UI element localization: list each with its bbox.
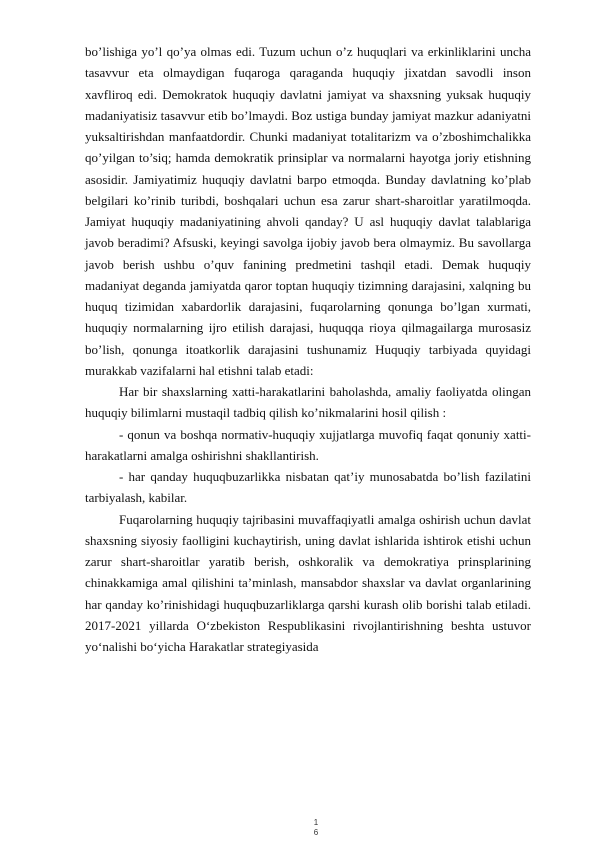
list-item-lawful-conduct: - qonun va boshqa normativ-huquqiy xujjatlarga muvofiq faqat qonuniy xatti-harakatlarni amalga oshirishni shakllantirish. [85, 426, 531, 463]
paragraph-intro: bo’lishiga yo’l qo’ya olmas edi. Tuzum uchun o’z huquqlari va erkinliklarini uncha tasavvur eta olmaydigan fuqaroga qaraganda huquqiy jixatdan savodli inson xavfliroq edi. Demokratok huquqiy davlatni jamiyat va shaxsning yuksak huquqiy madaniyatisiz tasavvur etib bo’lmaydi. Boz ustiga bunday jamiyat mazkur adaniyatni yuksaltirishdan manfaatdordir. Chunki madaniyat totalitarizm va o’zboshimchalikka qo’yilgan to’siq; hamda demokratik prinsiplar va normalarni hayotga joriy etishning asosidir. Jamiyatimiz huquqiy davlatni barpo etmoqda. Bunday davlatning ko’plab belgilari ko’rinib turibdi, boshqalari uchun esa zarur shart-sharoitlar yaratilmoqda. Jamiyat huquqiy madaniyatining ahvoli qanday? U asl huquqiy davlat talablariga javob beradimi? Afsuski, keyingi savolga ijobiy javob bera olmaymiz. Bu savollarga javob berish ushbu o’quv fanining predmetini tashqil etadi. Demak huquqiy madaniyat deganda jamiyatda qaror toptan huquqiy tizimning darajasini, xalqning bu huquq tizimidan xabardorlik darajasini, fuqarolarning qonunga bo’lgan xurmati, huquqiy normalarning ijro etilish darajasi, huquqqa rioya qilmagailarga murosasiz bo’lish, qonunga itoatkorlik darajasini tushunamiz Huquqiy tarbiyada quyidagi murakkab vazifalarni hal etishni talab etadi: [85, 44, 531, 378]
page-number-top-digit: 1 [313, 818, 319, 827]
document-body [85, 41, 531, 657]
page-number-bottom-digit: 6 [313, 828, 319, 837]
list-item-intolerance: - har qanday huquqbuzarlikka nisbatan qat’iy munosabatda bo’lish fazilatini tarbiyalash, kabilar. [85, 469, 531, 506]
page-number [311, 818, 321, 838]
paragraph-citizens-experience: Fuqarolarning huquqiy tajribasini muvaffaqiyatli amalga oshirish uchun davlat shaxsning siyosiy faolligini kuchaytirish, uning davlat ishlarida ishtirok etishi uchun zarur shart-sharoitlar yaratib berish, oshkoralik va demokratiya prinsplarining chinakkamiga amal qilishini ta’minlash, mansabdor shaxslar va davlat organlarining har qanday ko’rinishidagi huquqbuzarliklarga qarshi kurash olib borishi talab etiladi. 2017-2021 yillarda O‘zbekiston Respublikasini rivojlantirishning beshta ustuvor yo‘nalishi bo‘yicha Harakatlar strategiyasida [85, 511, 531, 654]
paragraph-assessment: Har bir shaxslarning xatti-harakatlarini baholashda, amaliy faoliyatda olingan huquqiy bilimlarni mustaqil tadbiq qilish ko’nikmalarini hosil qilish : [85, 384, 531, 421]
